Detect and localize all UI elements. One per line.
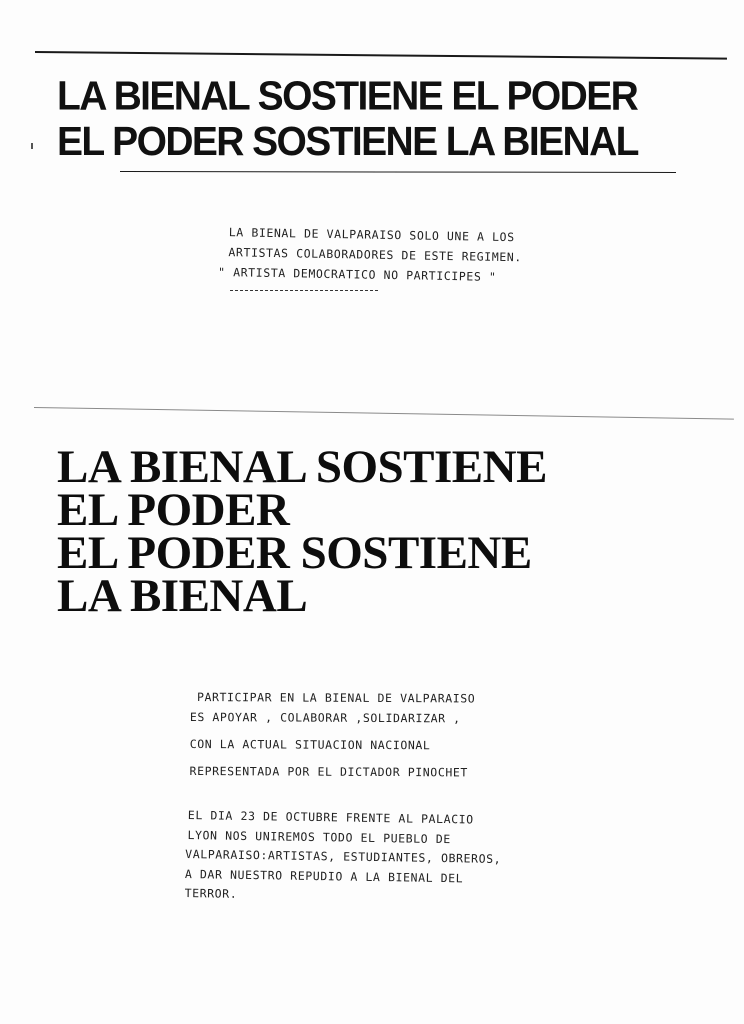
bottom-headline-line-2: EL PODER: [57, 484, 290, 536]
middle-fold-line: [34, 407, 734, 420]
margin-mark: [31, 143, 33, 149]
bottom-paragraph-2: [184, 806, 501, 908]
top-headline-line-1: LA BIENAL SOSTIENE EL PODER: [57, 74, 638, 120]
bottom-paragraph-2-line-5: TERROR.: [184, 885, 238, 901]
top-headline: [57, 74, 638, 164]
bottom-paragraph-1-line-3: CON LA ACTUAL SITUACION NACIONAL: [189, 736, 431, 753]
top-notice-line-1: LA BIENAL DE VALPARAISO SOLO UNE A LOS: [228, 225, 515, 245]
bottom-paragraph-1-line-1: PARTICIPAR EN LA BIENAL DE VALPARAISO: [196, 690, 476, 706]
top-headline-line-2: EL PODER SOSTIENE LA BIENAL: [57, 119, 638, 165]
bottom-paragraph-2-line-4: A DAR NUESTRO REPUDIO A LA BIENAL DEL: [184, 866, 464, 885]
bottom-paragraph-1: [190, 690, 476, 785]
bottom-paragraph-1-line-2: ES APOYAR , COLABORAR ,SOLIDARIZAR ,: [189, 709, 461, 726]
bottom-headline-line-1: LA BIENAL SOSTIENE: [57, 441, 547, 493]
bottom-headline: [57, 441, 547, 622]
bottom-headline-line-4: LA BIENAL: [57, 570, 308, 622]
top-notice-underline: [230, 290, 378, 291]
bottom-paragraph-2-line-1: EL DIA 23 DE OCTUBRE FRENTE AL PALACIO: [187, 808, 474, 827]
bottom-paragraph-1-line-4: REPRESENTADA POR EL DICTADOR PINOCHET: [189, 763, 468, 780]
bottom-paragraph-2-line-3: VALPARAISO:ARTISTAS, ESTUDIANTES, OBREROS,: [185, 846, 502, 866]
top-rule: [35, 51, 727, 60]
top-notice-line-2: ARTISTAS COLABORADORES DE ESTE REGIMEN.: [228, 245, 522, 265]
bottom-headline-line-3: EL PODER SOSTIENE: [57, 527, 532, 579]
top-headline-underline: [120, 171, 676, 173]
top-notice: [218, 222, 522, 287]
bottom-paragraph-2-line-2: LYON NOS UNIREMOS TODO EL PUEBLO DE: [187, 827, 451, 846]
top-notice-line-3: " ARTISTA DEMOCRATICO NO PARTICIPES ": [218, 264, 497, 284]
